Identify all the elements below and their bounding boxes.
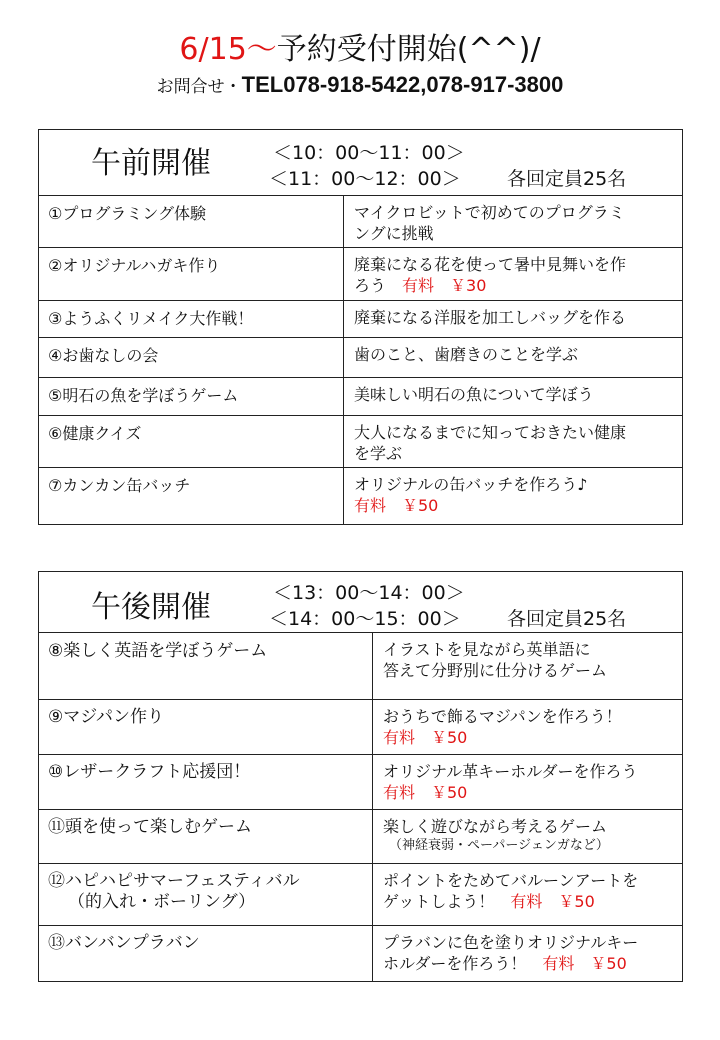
desc-line: ングに挑戦 — [354, 224, 434, 243]
activity-name: ⑥健康クイズ — [39, 416, 344, 467]
desc-line: おうちで飾るマジパンを作ろう！ — [383, 707, 622, 726]
activity-name-line: ⑫ハピハピサマーフェスティバル — [48, 871, 300, 891]
desc-line: マイクロビットで初めてのプログラミ — [354, 203, 625, 222]
table-row — [39, 810, 682, 864]
activity-desc — [344, 338, 578, 377]
fee-label: 有料 ￥50 — [354, 496, 439, 515]
activity-name: ⑧楽しく英語を学ぼうゲーム — [39, 633, 373, 699]
desc-line: 楽しく遊びながら考えるゲーム — [383, 817, 608, 836]
activity-desc — [373, 810, 609, 863]
activity-name-sub: （的入れ・ボーリング） — [68, 892, 256, 912]
morning-capacity: 各回定員25名 — [507, 168, 627, 190]
activity-desc — [344, 416, 626, 467]
table-row — [39, 301, 682, 338]
activity-desc — [344, 301, 626, 337]
contact-tel: TEL078-918-5422,078-917-3800 — [241, 72, 564, 97]
desc-line: イラストを見ながら英単語に — [383, 640, 591, 659]
activity-desc — [373, 633, 607, 699]
title-date: 6/15～ — [179, 32, 277, 67]
contact-label: お問合せ・ — [156, 77, 242, 97]
desc-line: 歯のこと、歯磨きのことを学ぶ — [354, 345, 579, 364]
desc-line: プラバンに色を塗りオリジナルキー — [383, 933, 639, 952]
activity-name: ④お歯なしの会 — [39, 338, 344, 377]
afternoon-header — [39, 572, 682, 633]
desc-line: 美味しい明石の魚について学ぼう — [354, 385, 594, 404]
fee-label: 有料 ￥50 — [542, 954, 627, 973]
desc-note: （神経衰弱・ペーパージェンガなど） — [389, 838, 609, 853]
activity-desc — [344, 378, 594, 415]
table-row — [39, 864, 682, 926]
afternoon-section — [38, 571, 683, 982]
activity-name — [39, 864, 373, 925]
activity-name: ③ようふくリメイク大作戦！ — [39, 301, 344, 337]
morning-header — [39, 130, 682, 196]
desc-line: オリジナル革キーホルダーを作ろう — [383, 762, 638, 781]
desc-line: ホルダーを作ろう！ — [383, 954, 527, 973]
morning-section — [38, 129, 683, 525]
activity-name: ⑬バンバンプラバン — [39, 926, 373, 981]
table-row — [39, 416, 682, 468]
activity-name: ⑦カンカン缶バッチ — [39, 468, 344, 524]
desc-line: 答えて分野別に仕分けるゲーム — [383, 661, 608, 680]
activity-desc — [344, 468, 587, 524]
activity-desc — [344, 248, 626, 300]
fee-label: 有料 ￥50 — [383, 783, 468, 802]
activity-name: ①プログラミング体験 — [39, 196, 344, 247]
activity-desc — [373, 755, 638, 809]
desc-line: を学ぶ — [354, 444, 403, 463]
afternoon-capacity: 各回定員25名 — [507, 608, 627, 630]
activity-name: ⑤明石の魚を学ぼうゲーム — [39, 378, 344, 415]
page-title — [0, 24, 720, 68]
desc-line: 廃棄になる洋服を加工しバッグを作る — [354, 308, 627, 327]
activity-desc — [373, 700, 622, 754]
desc-line: 大人になるまでに知っておきたい健康 — [354, 423, 627, 442]
fee-label: 有料 ￥50 — [383, 728, 468, 747]
desc-line: ポイントをためてバルーンアートを — [383, 871, 639, 890]
morning-title: 午前開催 — [91, 146, 211, 181]
title-text: 予約受付開始(^^)/ — [276, 32, 541, 67]
table-row — [39, 926, 682, 981]
desc-line: ろう — [354, 276, 387, 295]
activity-desc — [373, 926, 638, 981]
desc-line: ゲットしよう！ — [383, 892, 495, 911]
activity-desc — [344, 196, 625, 247]
desc-line: オリジナルの缶バッチを作ろう♪ — [354, 475, 588, 494]
table-row — [39, 633, 682, 700]
fee-label: 有料 ￥50 — [510, 892, 595, 911]
table-row — [39, 248, 682, 301]
table-row — [39, 700, 682, 755]
table-row — [39, 468, 682, 524]
table-row — [39, 338, 682, 378]
afternoon-time-1: ＜13：00～14：00＞ — [273, 582, 465, 604]
morning-time-1: ＜10：00～11：00＞ — [273, 142, 465, 164]
morning-time-2: ＜11：00～12：00＞ — [269, 168, 461, 190]
fee-label: 有料 ￥30 — [402, 276, 487, 295]
contact-line — [0, 72, 720, 98]
afternoon-title: 午後開催 — [91, 590, 211, 625]
table-row — [39, 378, 682, 416]
activity-name: ⑩レザークラフト応援団！ — [39, 755, 373, 809]
table-row — [39, 196, 682, 248]
desc-line: 廃棄になる花を使って暑中見舞いを作 — [354, 255, 627, 274]
activity-name: ⑪頭を使って楽しむゲーム — [39, 810, 373, 863]
activity-name: ②オリジナルハガキ作り — [39, 248, 344, 300]
afternoon-time-2: ＜14：00～15：00＞ — [269, 608, 461, 630]
activity-desc — [373, 864, 638, 925]
table-row — [39, 755, 682, 810]
activity-name: ⑨マジパン作り — [39, 700, 373, 754]
